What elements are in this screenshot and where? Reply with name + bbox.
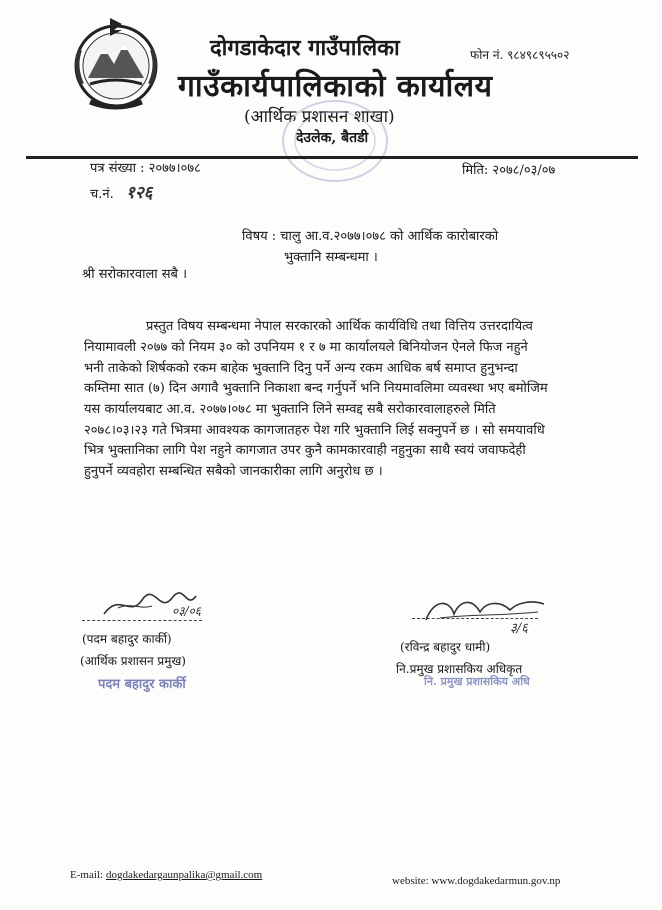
body-line: भनी ताकेको शिर्षकको रकम बाहेक भुक्तानि दिनु पर्ने अन्य रकम आधिक बर्ष समाप्त हुनुभन्दा <box>84 361 518 376</box>
nepal-emblem-icon <box>66 14 166 114</box>
body-line: यस कार्यालयबाट आ.व. २०७७।०७८ मा भुक्तानि लिने सम्वद्द सबै सरोकारवालाहरुले मिति <box>84 402 496 417</box>
signatory-name-right: (रविन्द्र बहादुर धामी) <box>400 640 491 654</box>
name-stamp-left: पदम बहादुर कार्की <box>98 677 186 692</box>
office-title: गाउँकार्यपालिकाको कार्यालय <box>178 69 493 104</box>
email-link[interactable]: dogdakedargaunpalika@gmail.com <box>106 869 263 881</box>
reference-number: पत्र संख्या : २०७७।०७८ <box>90 161 201 176</box>
signature-date-left: ०३/०६ <box>172 604 202 618</box>
office-address: देउलेक, बैतडी <box>296 130 369 146</box>
name-stamp-right: नि. प्रमुख प्रशासकिय अधि <box>424 675 530 688</box>
email-label: E-mail: <box>70 869 103 881</box>
signature-right <box>420 592 550 626</box>
letter-date: मिति: २०७८/०३/०७ <box>462 163 556 178</box>
subject-line-1: विषय : चालु आ.व.२०७७।०७८ को आर्थिक कारोबारको <box>242 229 499 244</box>
subject-line-2: भुक्तानि सम्बन्धमा । <box>284 250 378 265</box>
body-line: हुनुपर्ने व्यवहोरा सम्बन्धित सबैको जानकारीका लागि अनुरोध छ । <box>84 464 383 479</box>
body-line: प्रस्तुत विषय सम्बन्धमा नेपाल सरकारको आर्थिक कार्यविधि तथा वित्तिय उत्तरदायित्व <box>146 319 533 334</box>
office-seal-stamp <box>280 96 390 186</box>
salutation: श्री सरोकारवाला सबै । <box>82 267 188 282</box>
body-line: भित्र भुक्तानिका लागि पेश नहुने कागजात उपर कुनै कामकारवाही नहुनुका साथै स्वयं जवाफदेही <box>84 443 526 458</box>
section-name: (आर्थिक प्रशासन शाखा) <box>244 107 395 127</box>
signatory-role-right: नि.प्रमुख प्रशासकिय अधिकृत <box>396 662 523 676</box>
signatory-role-left: (आर्थिक प्रशासन प्रमुख) <box>80 654 186 668</box>
dispatch-number-label: च.नं. <box>90 187 114 202</box>
body-line: २०७८।०३।२३ गते भित्रमा आवश्यक कागजातहरु पेश गरि भुक्तानि लिई सक्नुपर्ने छ । सो समयावधि <box>84 423 545 438</box>
signatory-name-left: (पदम बहादुर कार्की) <box>82 632 172 646</box>
signature-date-right: ३/६ <box>510 621 528 636</box>
dispatch-number-value: १२६ <box>126 183 153 203</box>
website-text: website: www.dogdakedarmun.gov.np <box>392 875 561 887</box>
organization-name: दोगडाकेदार गाउँपालिका <box>210 35 400 61</box>
body-line: कम्तिमा सात (७) दिन अगावै भुक्तानि निकाशा बन्द गर्नुपर्ने भनि नियमावलिमा व्यवस्था भए बमोजिम <box>84 381 548 396</box>
signature-line-left <box>82 620 202 621</box>
body-line: नियामावली २०७७ को नियम ३० को उपनियम १ र ७ मा कार्यालयले बिनियोजन ऐनले फिज नहुने <box>84 340 528 355</box>
phone-number: फोन नं. ९८४९८९५५०२ <box>470 48 570 62</box>
